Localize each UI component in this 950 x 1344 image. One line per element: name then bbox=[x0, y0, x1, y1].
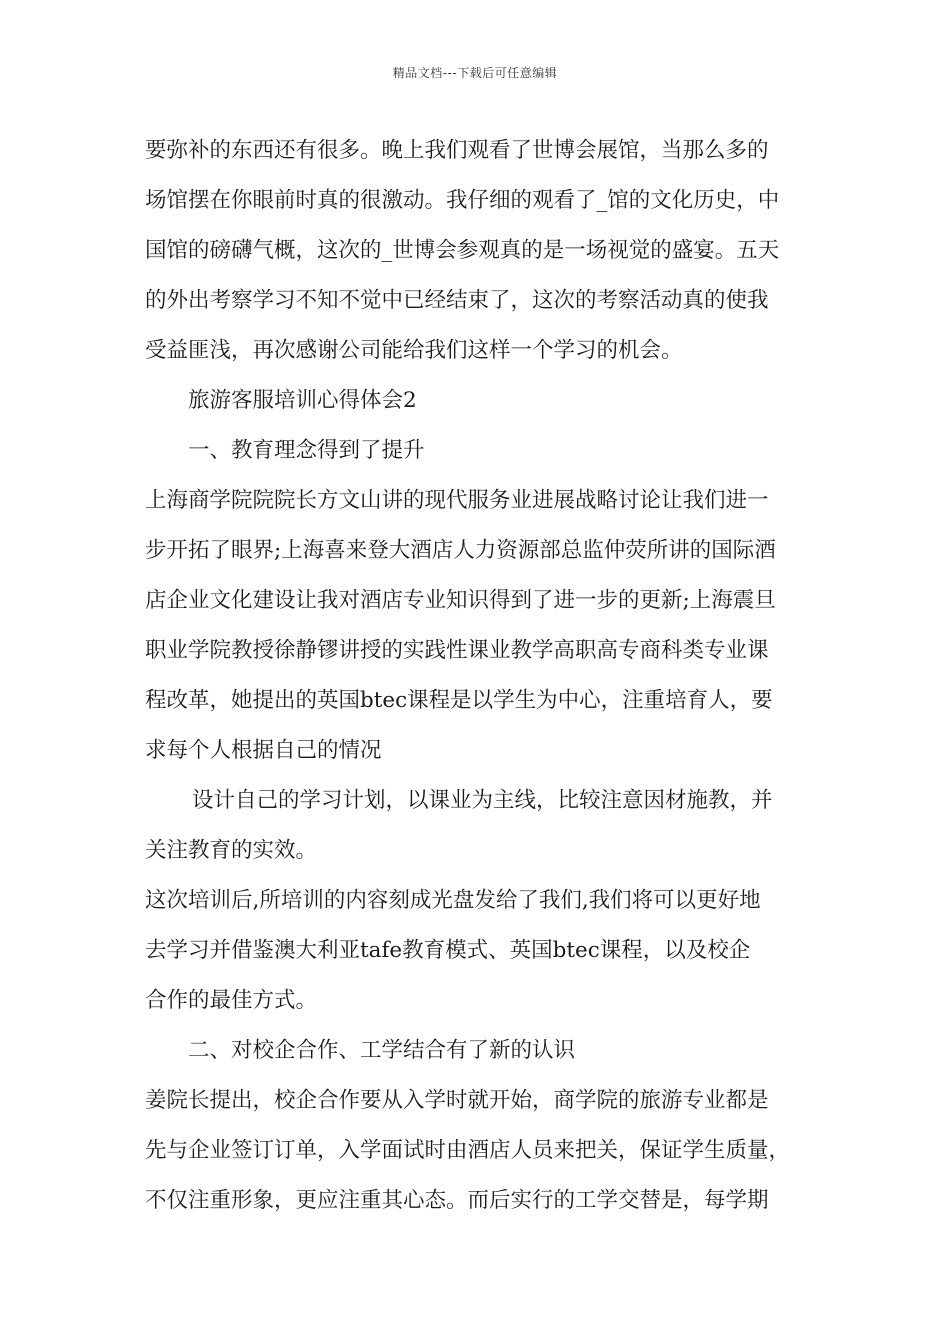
body-line: 要弥补的东西还有很多。晚上我们观看了世博会展馆，当那么多的 bbox=[145, 138, 769, 163]
body-line: 去学习并借鉴澳大利亚tafe教育模式、英国btec课程，以及校企 bbox=[145, 938, 751, 963]
body-line: 先与企业签订订单，入学面试时由酒店人员来把关，保证学生质量， bbox=[145, 1138, 791, 1163]
body-line: 上海商学院院院长方文山讲的现代服务业进展战略讨论让我们进一 bbox=[145, 488, 769, 513]
body-line: 这次培训后,所培训的内容刻成光盘发给了我们,我们将可以更好地 bbox=[145, 888, 761, 913]
section-title: 旅游客服培训心得体会2 bbox=[188, 388, 417, 413]
body-line: 姜院长提出，校企合作要从入学时就开始，商学院的旅游专业都是 bbox=[145, 1088, 769, 1113]
body-line: 场馆摆在你眼前时真的很激动。我仔细的观看了_馆的文化历史，中 bbox=[145, 188, 780, 213]
body-line: 受益匪浅，再次感谢公司能给我们这样一个学习的机会。 bbox=[145, 338, 683, 363]
body-line: 的外出考察学习不知不觉中已经结束了，这次的考察活动真的使我 bbox=[145, 288, 769, 313]
section-heading: 一、教育理念得到了提升 bbox=[188, 438, 425, 463]
body-line: 步开拓了眼界;上海喜来登大酒店人力资源部总监仲荧所讲的国际酒 bbox=[145, 538, 776, 563]
body-line: 合作的最佳方式。 bbox=[145, 988, 318, 1013]
body-line: 求每个人根据自己的情况 bbox=[145, 738, 382, 763]
body-line: 不仅注重形象，更应注重其心态。而后实行的工学交替是，每学期 bbox=[145, 1188, 769, 1213]
body-line: 职业学院教授徐静镠讲授的实践性课业教学高职高专商科类专业课 bbox=[145, 638, 769, 663]
body-line: 设计自己的学习计划，以课业为主线，比较注意因材施教，并 bbox=[192, 788, 773, 813]
page-header: 精品文档---下载后可任意编辑 bbox=[392, 66, 558, 80]
section-heading: 二、对校企合作、工学结合有了新的认识 bbox=[188, 1038, 576, 1063]
body-line: 店企业文化建设让我对酒店专业知识得到了进一步的更新;上海震旦 bbox=[145, 588, 776, 613]
body-line: 关注教育的实效。 bbox=[145, 838, 318, 863]
body-line: 程改革，她提出的英国btec课程是以学生为中心，注重培育人，要 bbox=[145, 688, 773, 713]
body-line: 国馆的磅礴气概，这次的_世博会参观真的是一场视觉的盛宴。五天 bbox=[145, 238, 780, 263]
